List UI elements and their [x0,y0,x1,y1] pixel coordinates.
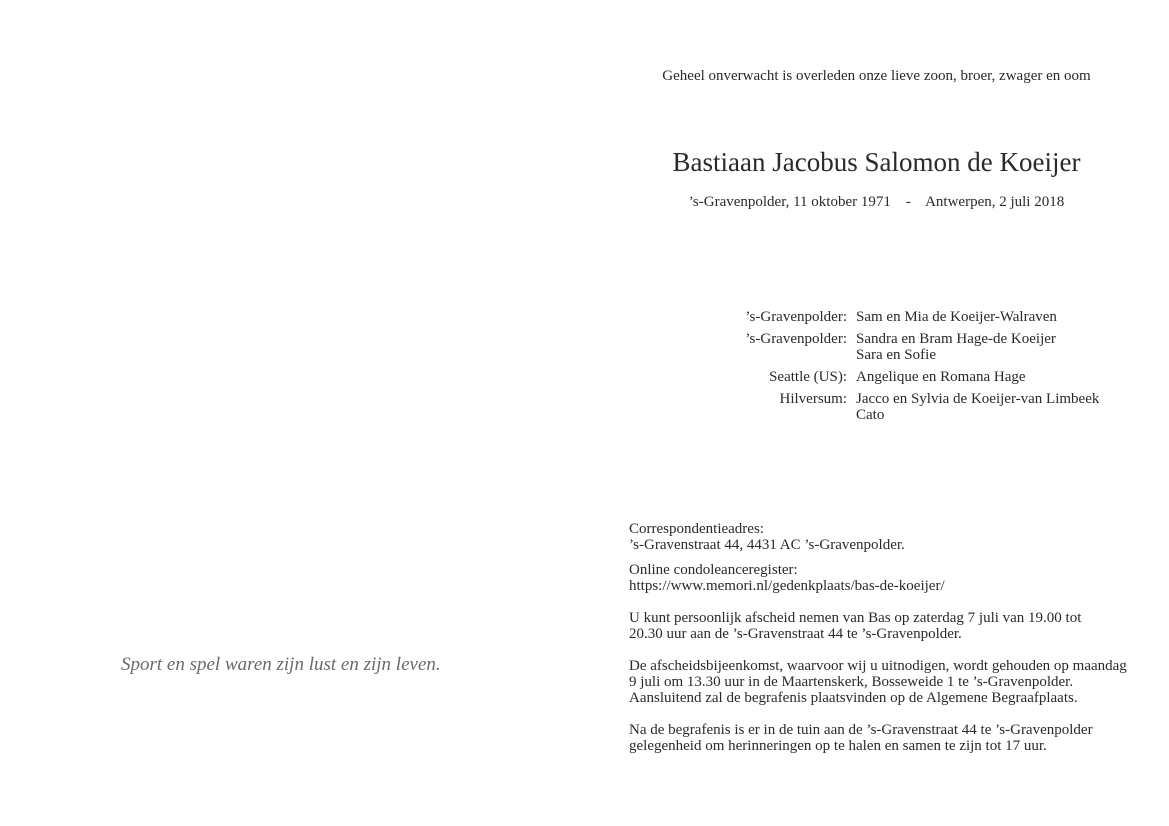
family-place: Hilversum: [779,391,847,407]
family-names [856,309,1057,325]
date-separator: - [905,194,911,210]
condolence-label: Online condoleanceregister: [629,562,798,578]
birth-date: ’s-Gravenpolder, 11 oktober 1971 [688,194,891,210]
farewell-block [629,610,1129,642]
service-line: De afscheidsbijeenkomst, waarvoor wij u uitnodigen, wordt gehouden op maandag [629,658,1127,674]
family-name-line: Sara en Sofie [856,347,936,363]
service-line: Aansluitend zal de begrafenis plaatsvinden op de Algemene Begraafplaats. [629,690,1078,706]
death-date: Antwerpen, 2 juli 2018 [925,194,1065,210]
family-names [856,391,1099,423]
after-funeral-line: Na de begrafenis is er in de tuin aan de ’s-Gravenstraat 44 te ’s-Gravenpolder [629,722,1093,738]
family-row [700,309,1099,325]
after-funeral-line: gelegenheid om herinneringen op te halen en samen te zijn tot 17 uur. [629,738,1047,754]
family-place: Seattle (US): [769,369,847,385]
family-name-line: Sam en Mia de Koeijer-Walraven [856,309,1057,325]
family-place: ’s-Gravenpolder: [745,309,847,325]
info-section [629,521,1129,754]
deceased-name: Bastiaan Jacobus Salomon de Koeijer [672,147,1081,177]
farewell-line: U kunt persoonlijk afscheid nemen van Bas op zaterdag 7 juli van 19.00 tot [629,610,1082,626]
announcement-intro: Geheel onverwacht is overleden onze lieve zoon, broer, zwager en oom [662,68,1091,84]
family-name-line: Jacco en Sylvia de Koeijer-van Limbeek [856,391,1100,407]
family-list [700,309,1099,429]
memorial-quote: Sport en spel waren zijn lust en zijn leven. [121,654,441,675]
condolence-block [629,562,1129,594]
life-dates [628,194,1125,211]
service-block [629,658,1129,706]
family-names [856,369,1026,385]
family-row [700,391,1099,423]
correspondence-address: ’s-Gravenstraat 44, 4431 AC ’s-Gravenpolder. [629,537,905,553]
farewell-line: 20.30 uur aan de ’s-Gravenstraat 44 te ’s-Gravenpolder. [629,626,962,642]
service-line: 9 juli om 13.30 uur in de Maartenskerk, Bosseweide 1 te ’s-Gravenpolder. [629,674,1074,690]
family-name-line: Angelique en Romana Hage [856,369,1026,385]
condolence-url: https://www.memori.nl/gedenkplaats/bas-de-koeijer/ [629,578,945,594]
family-place: ’s-Gravenpolder: [745,331,847,347]
family-row [700,331,1099,363]
correspondence-label: Correspondentieadres: [629,521,764,537]
correspondence-block [629,521,1129,553]
after-funeral-block [629,722,1129,754]
family-name-line: Sandra en Bram Hage-de Koeijer [856,331,1056,347]
family-name-line: Cato [856,407,885,423]
family-row [700,369,1099,385]
family-names [856,331,1056,363]
